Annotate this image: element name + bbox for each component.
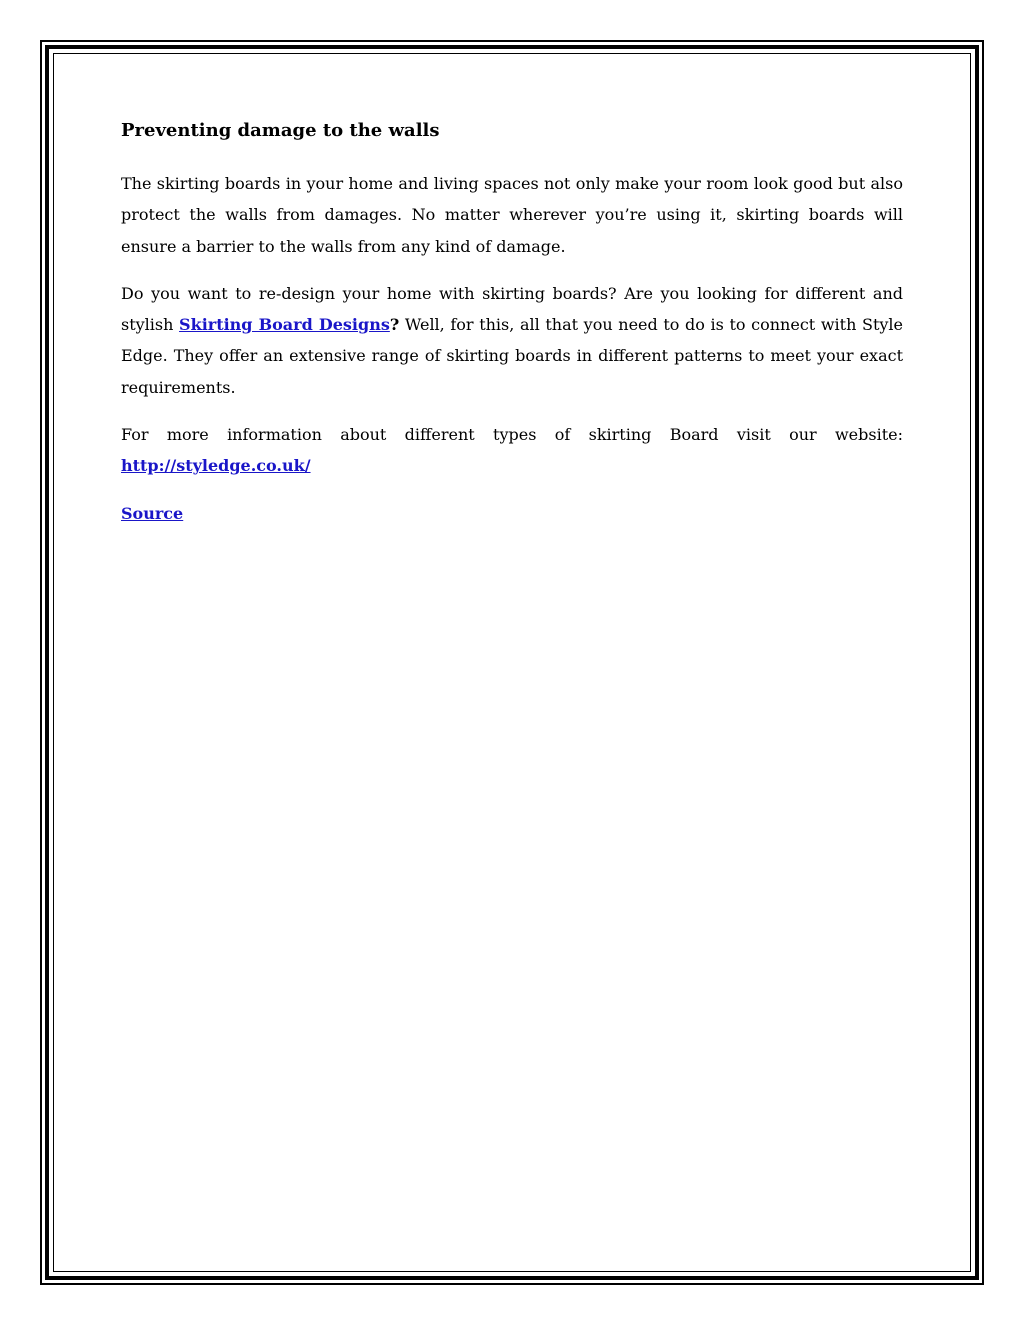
- document-body: [121, 116, 903, 545]
- section-heading: Preventing damage to the walls: [121, 120, 440, 141]
- skirting-board-designs-link[interactable]: Skirting Board Designs: [179, 315, 390, 335]
- source-link[interactable]: Source: [121, 503, 184, 523]
- paragraph-redesign-tail: Well, for this, all that you need to do is to connect with Style Edge. They offer an extensive range of skirting boards in different patterns to meet your exact requirements.: [121, 315, 904, 397]
- paragraph-redesign: [121, 278, 903, 403]
- paragraph-walls-protection: The skirting boards in your home and living spaces not only make your room look good but also protect the walls from damages. No matter wherever you’re using it, skirting boards will ensure a barrier to the walls from any kind of damage.: [121, 174, 903, 256]
- question-mark: ?: [389, 315, 400, 335]
- paragraph-more-info: For more information about different types of skirting Board visit our website:: [121, 425, 903, 445]
- website-link-line: [121, 450, 903, 481]
- website-link[interactable]: http://styledge.co.uk/: [121, 456, 311, 476]
- source-line: [121, 498, 903, 529]
- paragraph-redesign-lead: Do you want to re-design your home with skirting boards? Are you looking for different and stylish: [121, 283, 903, 335]
